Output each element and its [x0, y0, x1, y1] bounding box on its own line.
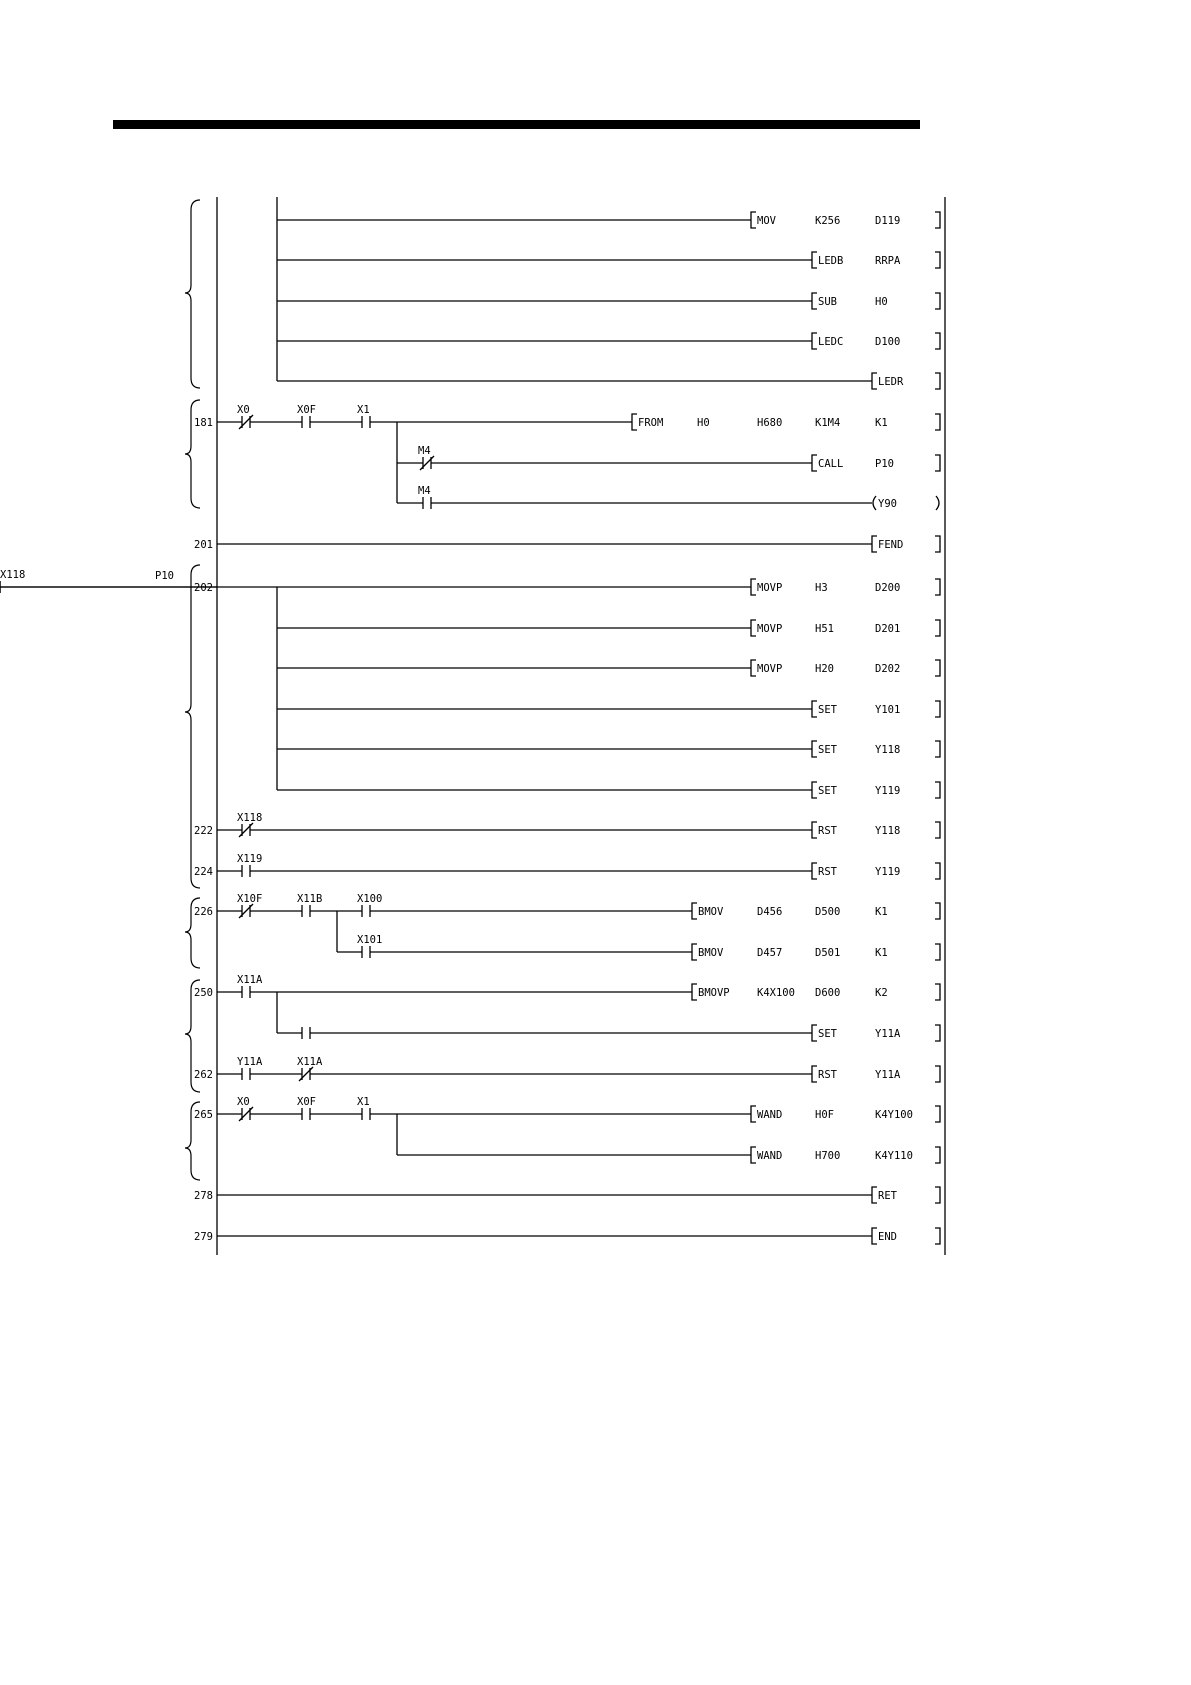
rung-row — [194, 853, 940, 879]
instruction-operand: H0 — [875, 296, 888, 308]
instruction-end-bracket — [935, 903, 940, 919]
contact-label: X118 — [237, 812, 263, 824]
instruction-bracket — [812, 1066, 817, 1082]
step-number: 202 — [194, 582, 213, 594]
instruction-operand: D501 — [815, 947, 841, 959]
rung-row — [277, 1025, 940, 1041]
rung-row — [194, 536, 940, 552]
instruction-end-bracket — [935, 1106, 940, 1122]
step-number: 279 — [194, 1231, 213, 1243]
instruction-name: MOVP — [757, 623, 783, 635]
rung-row — [277, 741, 940, 757]
instruction-operand: K1 — [875, 417, 888, 429]
contact-label: X11B — [297, 893, 323, 905]
contact-label: X1 — [357, 1096, 370, 1108]
instruction-bracket — [812, 701, 817, 717]
instruction-bracket — [812, 252, 817, 268]
instruction-name: SET — [818, 785, 837, 797]
instruction-bracket — [692, 903, 697, 919]
contact-label: X10F — [237, 893, 263, 905]
instruction-bracket — [872, 536, 877, 552]
rung-row — [194, 812, 940, 838]
instruction-operand: D202 — [875, 663, 901, 675]
rung-braces — [185, 200, 200, 1180]
rung-row — [194, 893, 940, 919]
instruction-name: LEDB — [818, 255, 844, 267]
instruction-end-bracket — [935, 660, 940, 676]
instruction-name: END — [878, 1231, 897, 1243]
instruction-bracket — [812, 741, 817, 757]
rung-row — [277, 212, 940, 228]
instruction-name: BMOV — [698, 947, 724, 959]
instruction-operand: D100 — [875, 336, 901, 348]
instruction-operand: H0 — [697, 417, 710, 429]
rung-row — [277, 252, 940, 268]
instruction-bracket — [812, 863, 817, 879]
rung-row — [277, 782, 940, 798]
instruction-end-bracket — [935, 293, 940, 309]
instruction-operand: D457 — [757, 947, 783, 959]
step-number: 224 — [194, 866, 213, 878]
instruction-operand: K1 — [875, 906, 888, 918]
pointer-label: P10 — [155, 570, 174, 582]
instruction-bracket — [751, 212, 756, 228]
step-number: 265 — [194, 1109, 213, 1121]
instruction-end-bracket — [935, 536, 940, 552]
instruction-operand: D200 — [875, 582, 901, 594]
instruction-name: CALL — [818, 458, 844, 470]
rung-row — [194, 974, 940, 1000]
rung-row — [277, 660, 940, 676]
coil-open — [873, 496, 876, 510]
instruction-operand: D500 — [815, 906, 841, 918]
instruction-name: RST — [818, 1069, 837, 1081]
instruction-bracket — [692, 944, 697, 960]
instruction-operand: P10 — [875, 458, 894, 470]
instruction-end-bracket — [935, 863, 940, 879]
instruction-name: FEND — [878, 539, 904, 551]
instruction-end-bracket — [935, 822, 940, 838]
contact-label: X118 — [0, 569, 26, 581]
instruction-end-bracket — [935, 1228, 940, 1244]
instruction-operand: K256 — [815, 215, 841, 227]
instruction-end-bracket — [935, 741, 940, 757]
instruction-bracket — [812, 333, 817, 349]
instruction-bracket — [751, 620, 756, 636]
instruction-name: BMOV — [698, 906, 724, 918]
instruction-bracket — [872, 373, 877, 389]
instruction-name: SUB — [818, 296, 837, 308]
instruction-operand: H3 — [815, 582, 828, 594]
contact-label: X0 — [237, 404, 250, 416]
contact-label: M4 — [418, 485, 431, 497]
rung-row — [277, 333, 940, 349]
rung-row — [194, 1187, 940, 1203]
coil-close — [936, 496, 939, 510]
instruction-operand: D201 — [875, 623, 901, 635]
instruction-operand: K2 — [875, 987, 888, 999]
step-number: 262 — [194, 1069, 213, 1081]
instruction-operand: D456 — [757, 906, 783, 918]
instruction-name: MOVP — [757, 582, 783, 594]
instruction-bracket — [812, 1025, 817, 1041]
instruction-bracket — [812, 293, 817, 309]
step-number: 181 — [194, 417, 213, 429]
instruction-name: SET — [818, 1028, 837, 1040]
instruction-operand: Y118 — [875, 825, 901, 837]
rung-row — [277, 620, 940, 636]
contact-label: Y11A — [237, 1056, 263, 1068]
instruction-operand: Y11A — [875, 1069, 901, 1081]
instruction-bracket — [751, 579, 756, 595]
instruction-name: SET — [818, 704, 837, 716]
instruction-bracket — [632, 414, 637, 430]
instruction-end-bracket — [935, 373, 940, 389]
instruction-end-bracket — [935, 1025, 940, 1041]
instruction-operand: H680 — [757, 417, 783, 429]
step-number: 250 — [194, 987, 213, 999]
instruction-name: RST — [818, 825, 837, 837]
contact-label: X11A — [297, 1056, 323, 1068]
instruction-operand: Y101 — [875, 704, 901, 716]
instruction-end-bracket — [935, 944, 940, 960]
instruction-operand: H51 — [815, 623, 834, 635]
instruction-end-bracket — [935, 333, 940, 349]
instruction-operand: Y119 — [875, 866, 901, 878]
instruction-name: RET — [878, 1190, 897, 1202]
instruction-end-bracket — [935, 212, 940, 228]
instruction-bracket — [812, 455, 817, 471]
instruction-end-bracket — [935, 1066, 940, 1082]
instruction-end-bracket — [935, 1187, 940, 1203]
rung-row — [194, 1228, 940, 1244]
instruction-bracket — [751, 1106, 756, 1122]
contact-label: X119 — [237, 853, 263, 865]
instruction-operand: H0F — [815, 1109, 834, 1121]
instruction-bracket — [812, 822, 817, 838]
contact-label: M4 — [418, 445, 431, 457]
instruction-name: Y90 — [878, 498, 897, 510]
contact-label: X101 — [357, 934, 383, 946]
instruction-end-bracket — [935, 414, 940, 430]
rung-row — [0, 569, 940, 595]
contact-label: X1 — [357, 404, 370, 416]
rung-row — [337, 934, 940, 960]
contact-label: X0 — [237, 1096, 250, 1108]
instruction-end-bracket — [935, 579, 940, 595]
instruction-operand: Y119 — [875, 785, 901, 797]
instruction-name: SET — [818, 744, 837, 756]
instruction-name: WAND — [757, 1109, 783, 1121]
instruction-name: LEDC — [818, 336, 844, 348]
instruction-name: FROM — [638, 417, 664, 429]
instruction-bracket — [692, 984, 697, 1000]
instruction-bracket — [812, 782, 817, 798]
instruction-bracket — [751, 660, 756, 676]
instruction-bracket — [751, 1147, 756, 1163]
instruction-operand: Y118 — [875, 744, 901, 756]
instruction-operand: D119 — [875, 215, 901, 227]
contact-label: X0F — [297, 404, 316, 416]
instruction-operand: Y11A — [875, 1028, 901, 1040]
step-number: 222 — [194, 825, 213, 837]
instruction-operand: RRPA — [875, 255, 901, 267]
instruction-end-bracket — [935, 1147, 940, 1163]
rung-row — [194, 1056, 940, 1082]
rung-row — [397, 1147, 940, 1163]
instruction-end-bracket — [935, 620, 940, 636]
rung-row — [194, 1096, 940, 1122]
rung-row — [194, 404, 940, 430]
instruction-operand: H700 — [815, 1150, 841, 1162]
instruction-name: MOV — [757, 215, 776, 227]
instruction-end-bracket — [935, 252, 940, 268]
contact-label: X11A — [237, 974, 263, 986]
instruction-operand: K1 — [875, 947, 888, 959]
rung-row — [277, 373, 940, 389]
instruction-bracket — [872, 1228, 877, 1244]
rung-row — [397, 485, 939, 510]
contact-label: X0F — [297, 1096, 316, 1108]
step-number: 278 — [194, 1190, 213, 1202]
contact-label: X100 — [357, 893, 383, 905]
step-number: 226 — [194, 906, 213, 918]
instruction-operand: H20 — [815, 663, 834, 675]
instruction-bracket — [872, 1187, 877, 1203]
instruction-end-bracket — [935, 701, 940, 717]
rung-row — [277, 701, 940, 717]
instruction-operand: K1M4 — [815, 417, 841, 429]
instruction-name: BMOVP — [698, 987, 730, 999]
instruction-operand: K4Y110 — [875, 1150, 913, 1162]
rung-row — [397, 445, 940, 471]
rung-row — [277, 293, 940, 309]
step-number: 201 — [194, 539, 213, 551]
instruction-operand: D600 — [815, 987, 841, 999]
instruction-name: WAND — [757, 1150, 783, 1162]
instruction-end-bracket — [935, 984, 940, 1000]
instruction-operand: K4Y100 — [875, 1109, 913, 1121]
instruction-end-bracket — [935, 455, 940, 471]
instruction-name: MOVP — [757, 663, 783, 675]
instruction-end-bracket — [935, 782, 940, 798]
instruction-name: LEDR — [878, 376, 904, 388]
instruction-operand: K4X100 — [757, 987, 795, 999]
instruction-name: RST — [818, 866, 837, 878]
